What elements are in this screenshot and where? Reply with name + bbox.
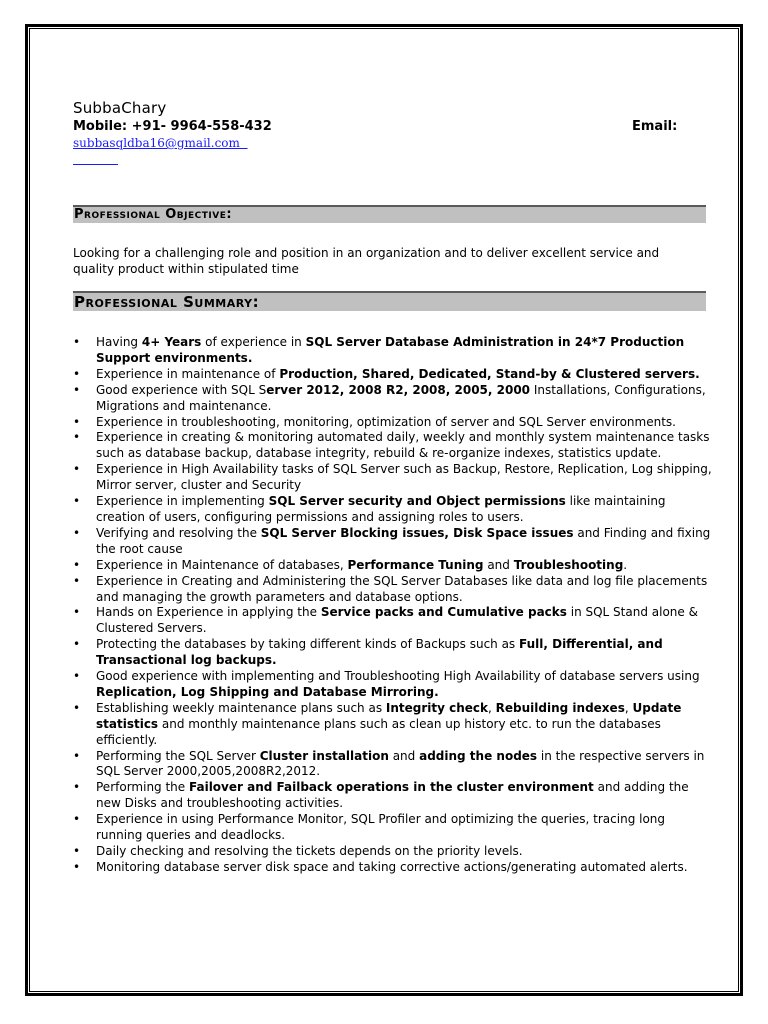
mobile-number: Mobile: +91- 9964-558-432 [73, 119, 272, 134]
summary-item [73, 415, 713, 431]
summary-item-text: Performing the SQL Server [96, 748, 260, 763]
summary-item-text: Experience in troubleshooting, monitoring, optimization of server and SQL Server environments. [96, 414, 676, 429]
summary-item-text: in the respective servers in SQL Server 2000,2005,2008R2,2012. [96, 748, 705, 779]
summary-item-bold-text: adding the nodes [419, 748, 538, 763]
summary-item-bold-text: SQL Server Blocking issues, Disk Space issues [260, 525, 574, 540]
summary-item-bold-text: Replication, Log Shipping and Database Mirroring. [96, 684, 439, 699]
summary-item-text: . [623, 557, 628, 572]
summary-item [73, 669, 713, 701]
bullet-icon: • [73, 780, 81, 795]
summary-item-text: Experience in Creating and Administering the SQL Server Databases like data and log file placements and managing the growth parameters and database options. [96, 573, 708, 604]
bullet-icon: • [73, 414, 81, 429]
summary-item-bold-text: Service packs and Cumulative packs [320, 605, 567, 620]
bullet-icon: • [73, 700, 81, 715]
summary-item [73, 574, 713, 606]
email-link[interactable]: subbasqldba16@gmail.com [73, 136, 248, 150]
bullet-icon: • [73, 859, 81, 874]
summary-item-text: Performing the [96, 780, 189, 795]
summary-item-bold-text: SQL Server security and Object permissions [268, 494, 566, 509]
bullet-icon: • [73, 366, 81, 381]
summary-item-text: and monthly maintenance plans such as clean up history etc. to run the databases efficiently. [96, 716, 661, 747]
bullet-icon: • [73, 430, 81, 445]
summary-item [73, 637, 713, 669]
summary-item [73, 605, 713, 637]
summary-item-text: and Finding and fixing the root cause [96, 525, 711, 556]
summary-item-bold-text: 4+ Years [141, 335, 202, 349]
summary-item [73, 430, 713, 462]
summary-item-text: Establishing weekly maintenance plans such as [96, 700, 386, 715]
bullet-icon: • [73, 812, 81, 827]
summary-item [73, 383, 713, 415]
summary-item-text: Daily checking and resolving the tickets depends on the priority levels. [96, 844, 523, 858]
section-heading-objective: Professional Objective: [73, 205, 706, 223]
section-heading-summary: Professional Summary: [73, 291, 706, 311]
summary-item-bold-text: erver 2012, 2008 R2, 2008, 2005, 2000 [266, 382, 531, 397]
summary-item [73, 367, 713, 383]
summary-item-text: Experience in Maintenance of databases, [96, 557, 348, 572]
summary-item [73, 812, 713, 844]
summary-item [73, 526, 713, 558]
empty-hyperlink-underline [73, 164, 118, 165]
summary-item-text: , [624, 700, 633, 715]
summary-item-text: Experience in using Performance Monitor, SQL Profiler and optimizing the queries, tracing long running queries and deadlocks. [96, 812, 666, 843]
summary-item-text: in SQL Stand alone & Clustered Servers. [96, 605, 698, 636]
summary-item-text: Experience in High Availability tasks of SQL Server such as Backup, Restore, Replication, Log shipping, Mirror server, cluster and Security [96, 462, 712, 493]
summary-item-text: and [388, 748, 420, 763]
summary-item [73, 844, 713, 860]
summary-item [73, 701, 713, 749]
summary-item-bold-text: Rebuilding indexes [495, 700, 625, 715]
summary-item [73, 335, 713, 367]
bullet-icon: • [73, 494, 81, 509]
summary-item-text: Good experience with implementing and Troubleshooting High Availability of database servers using [96, 669, 700, 684]
summary-item-text: Verifying and resolving the [96, 525, 261, 540]
bullet-icon: • [73, 557, 81, 572]
bullet-icon: • [73, 525, 81, 540]
summary-item-text: , [488, 700, 496, 715]
summary-item-bold-text: Cluster installation [259, 748, 389, 763]
summary-item-bold-text: Production, Shared, Dedicated, Stand-by & Clustered servers. [279, 366, 700, 381]
summary-item-bold-text: Performance Tuning [347, 557, 484, 572]
summary-item-bold-text: SQL Server Database Administration in 24*7 Production Support environments. [96, 335, 685, 365]
summary-item-text: and adding the new Disks and troubleshooting activities. [96, 780, 689, 811]
bullet-icon: • [73, 573, 81, 588]
summary-item [73, 462, 713, 494]
bullet-icon: • [73, 748, 81, 763]
summary-item [73, 749, 713, 781]
summary-item-text: Installations, Configurations, Migrations and maintenance. [96, 382, 706, 413]
summary-item-text: of experience in [201, 335, 306, 349]
objective-text: Looking for a challenging role and position in an organization and to deliver excellent service and quality product within stipulated time [73, 246, 660, 276]
summary-list [73, 335, 713, 876]
bullet-icon: • [73, 382, 81, 397]
summary-item-bold-text: Failover and Failback operations in the cluster environment [188, 780, 594, 795]
bullet-icon: • [73, 335, 81, 349]
email-label: Email: [632, 119, 678, 134]
summary-item-text: Having [96, 335, 142, 349]
summary-item-text: Experience in maintenance of [96, 366, 280, 381]
summary-item [73, 494, 713, 526]
bullet-icon: • [73, 605, 81, 620]
summary-item [73, 558, 713, 574]
bullet-icon: • [73, 844, 81, 858]
summary-item-text: and [483, 557, 514, 572]
bullet-icon: • [73, 669, 81, 684]
summary-item-text: Good experience with SQL S [96, 382, 267, 397]
summary-item [73, 780, 713, 812]
summary-item-bold-text: Full, Differential, and Transactional log backups. [96, 637, 663, 668]
summary-item-text: Monitoring database server disk space and taking corrective actions/generating automated alerts. [96, 859, 688, 874]
summary-item-text: like maintaining creation of users, configuring permissions and assigning roles to users. [96, 494, 666, 524]
summary-item [73, 860, 713, 876]
candidate-name: SubbaChary [73, 99, 167, 117]
summary-item-text: Hands on Experience in applying the [96, 605, 321, 620]
bullet-icon: • [73, 462, 81, 477]
summary-item-bold-text: Troubleshooting [513, 557, 624, 572]
bullet-icon: • [73, 637, 81, 652]
summary-item-text: Experience in creating & monitoring automated daily, weekly and monthly system maintenance tasks such as database backup, database integrity, rebuild & re-organize indexes, statistics update. [96, 430, 710, 461]
summary-item-bold-text: Integrity check [385, 700, 489, 715]
summary-item-bold-text: Update statistics [96, 700, 682, 731]
summary-item-text: Experience in implementing [96, 494, 269, 509]
summary-item-text: Protecting the databases by taking different kinds of Backups such as [96, 637, 519, 652]
